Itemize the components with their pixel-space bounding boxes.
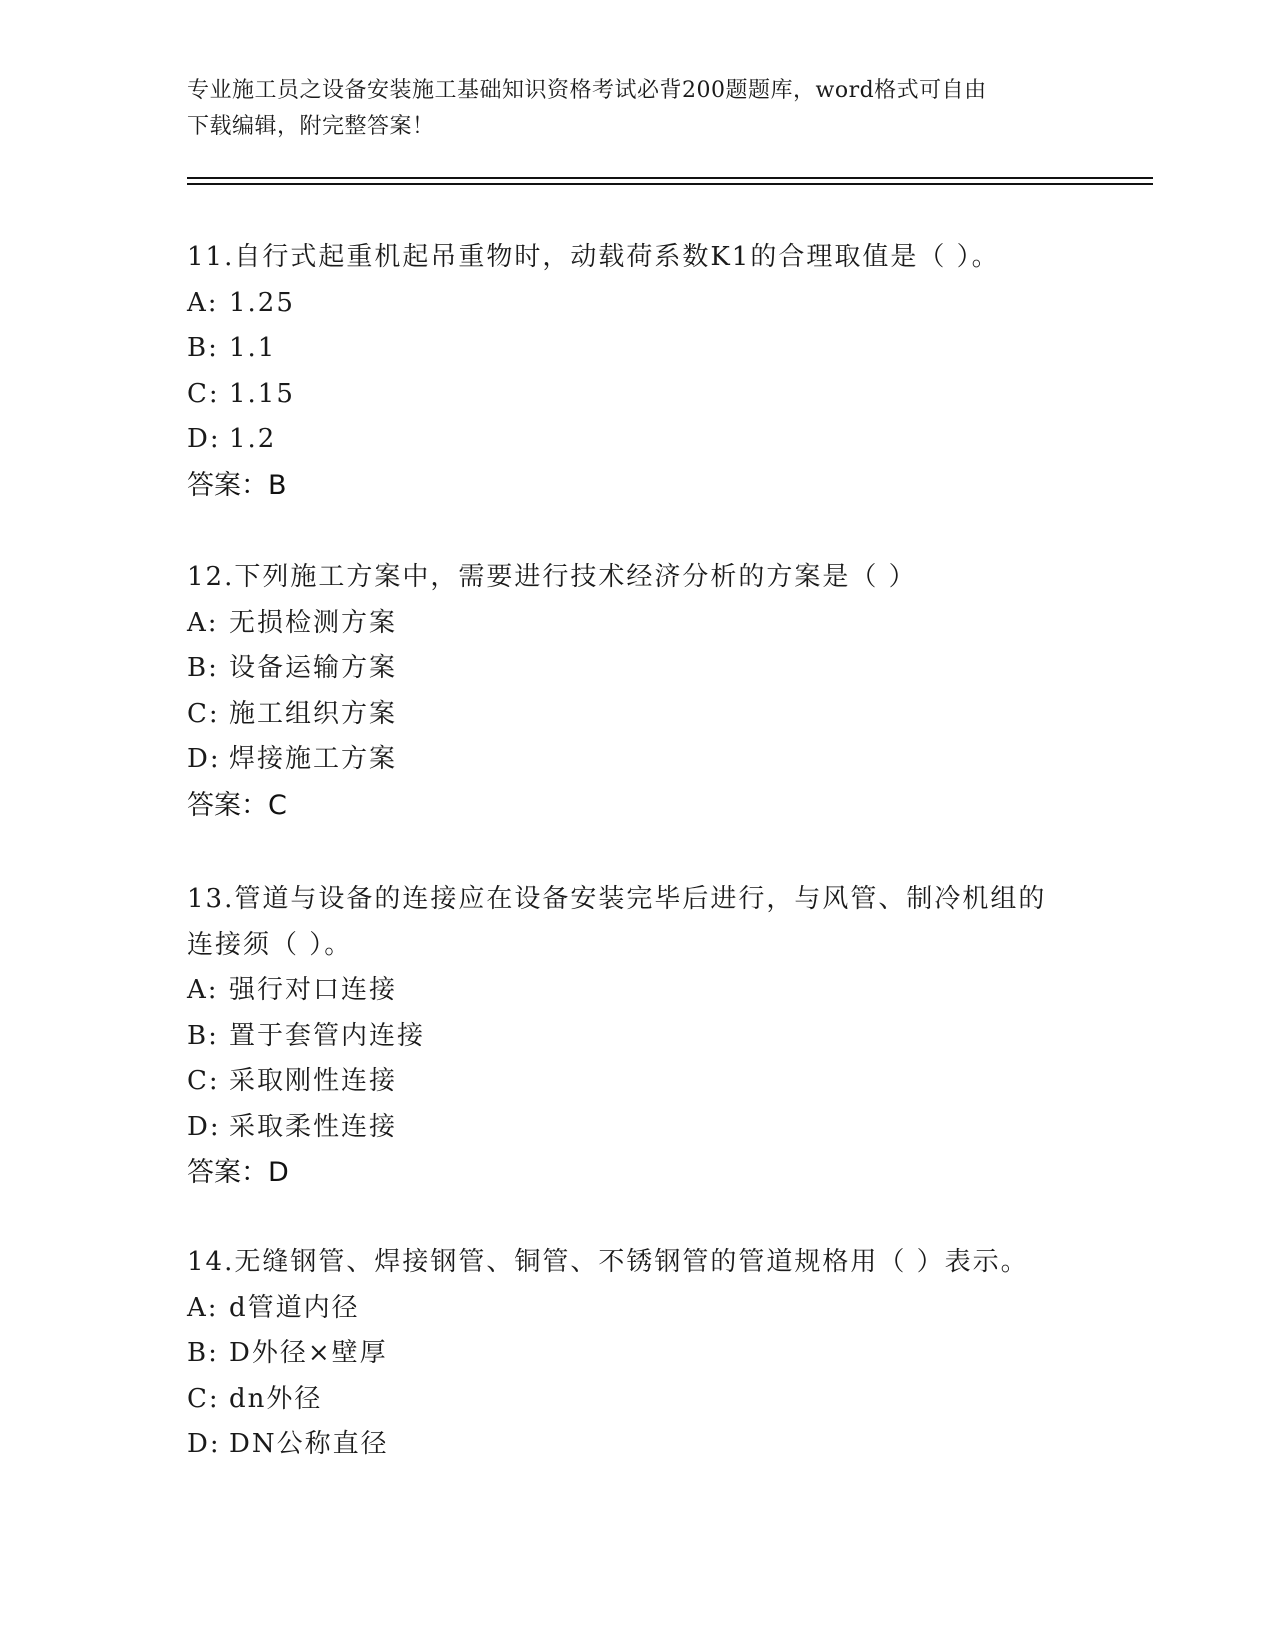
option-letter: D: xyxy=(187,424,221,454)
option-letter: C: xyxy=(187,1066,220,1096)
option-a xyxy=(187,601,1087,647)
option-letter: D: xyxy=(187,1429,221,1459)
option-b xyxy=(187,1331,1087,1377)
option-text: 焊接施工方案 xyxy=(229,744,398,774)
option-text: 无损检测方案 xyxy=(229,607,398,638)
option-letter: A: xyxy=(187,287,219,318)
question-12 xyxy=(187,555,1087,828)
question-stem: 14.无缝钢管、焊接钢管、铜管、不锈钢管的管道规格用（ ）表示。 xyxy=(187,1247,1029,1277)
option-text: d管道内径 xyxy=(229,1292,360,1323)
option-b xyxy=(187,1014,1087,1060)
option-text: 1.2 xyxy=(229,424,277,454)
option-text: 1.15 xyxy=(229,378,295,409)
option-text: 置于套管内连接 xyxy=(229,1020,426,1051)
option-letter: B: xyxy=(187,1338,219,1368)
option-d xyxy=(187,1422,1087,1468)
option-c xyxy=(187,372,1087,418)
option-letter: C: xyxy=(187,378,220,409)
header-divider-top xyxy=(187,177,1153,179)
option-letter: C: xyxy=(187,698,220,729)
option-letter: B: xyxy=(187,333,219,363)
question-stem-line-2: 连接须（ ）。 xyxy=(187,929,353,960)
option-text: D外径×壁厚 xyxy=(229,1338,388,1368)
option-text: 施工组织方案 xyxy=(229,698,398,729)
option-d xyxy=(187,1105,1087,1151)
option-text: dn外径 xyxy=(229,1383,323,1414)
option-b xyxy=(187,326,1087,372)
header-line-2: 下载编辑，附完整答案！ xyxy=(187,114,435,139)
option-b xyxy=(187,646,1087,692)
answer-line: 答案：C xyxy=(187,789,287,821)
option-text: 1.25 xyxy=(229,287,295,318)
option-a xyxy=(187,1286,1087,1332)
option-d xyxy=(187,417,1087,463)
question-11 xyxy=(187,235,1087,508)
option-text: 1.1 xyxy=(229,333,277,363)
option-letter: A: xyxy=(187,975,219,1005)
question-stem: 12.下列施工方案中，需要进行技术经济分析的方案是（ ） xyxy=(187,562,917,592)
option-d xyxy=(187,737,1087,783)
answer-line: 答案：D xyxy=(187,1157,289,1188)
option-letter: D: xyxy=(187,1111,221,1142)
answer-line: 答案：B xyxy=(187,469,287,501)
option-c xyxy=(187,692,1087,738)
option-text: 采取柔性连接 xyxy=(229,1111,398,1142)
option-letter: D: xyxy=(187,744,221,774)
option-text: 强行对口连接 xyxy=(229,975,398,1005)
document-header xyxy=(187,73,1087,145)
header-line-1: 专业施工员之设备安装施工基础知识资格考试必背200题题库，word格式可自由 xyxy=(187,78,987,103)
option-a xyxy=(187,281,1087,327)
option-text: DN公称直径 xyxy=(229,1429,389,1459)
option-c xyxy=(187,1377,1087,1423)
option-letter: B: xyxy=(187,1020,219,1051)
option-a xyxy=(187,968,1087,1014)
question-13 xyxy=(187,877,1087,1195)
question-stem-line-1: 13.管道与设备的连接应在设备安装完毕后进行，与风管、制冷机组的 xyxy=(187,884,1047,914)
option-letter: C: xyxy=(187,1383,220,1414)
header-divider-bottom xyxy=(187,183,1153,185)
option-c xyxy=(187,1059,1087,1105)
option-text: 采取刚性连接 xyxy=(229,1066,398,1096)
option-letter: B: xyxy=(187,653,219,683)
question-14 xyxy=(187,1240,1087,1468)
option-letter: A: xyxy=(187,1292,219,1323)
question-stem: 11.自行式起重机起吊重物时，动载荷系数K1的合理取值是（ ）。 xyxy=(187,242,1000,272)
option-letter: A: xyxy=(187,607,219,638)
option-text: 设备运输方案 xyxy=(229,653,398,683)
